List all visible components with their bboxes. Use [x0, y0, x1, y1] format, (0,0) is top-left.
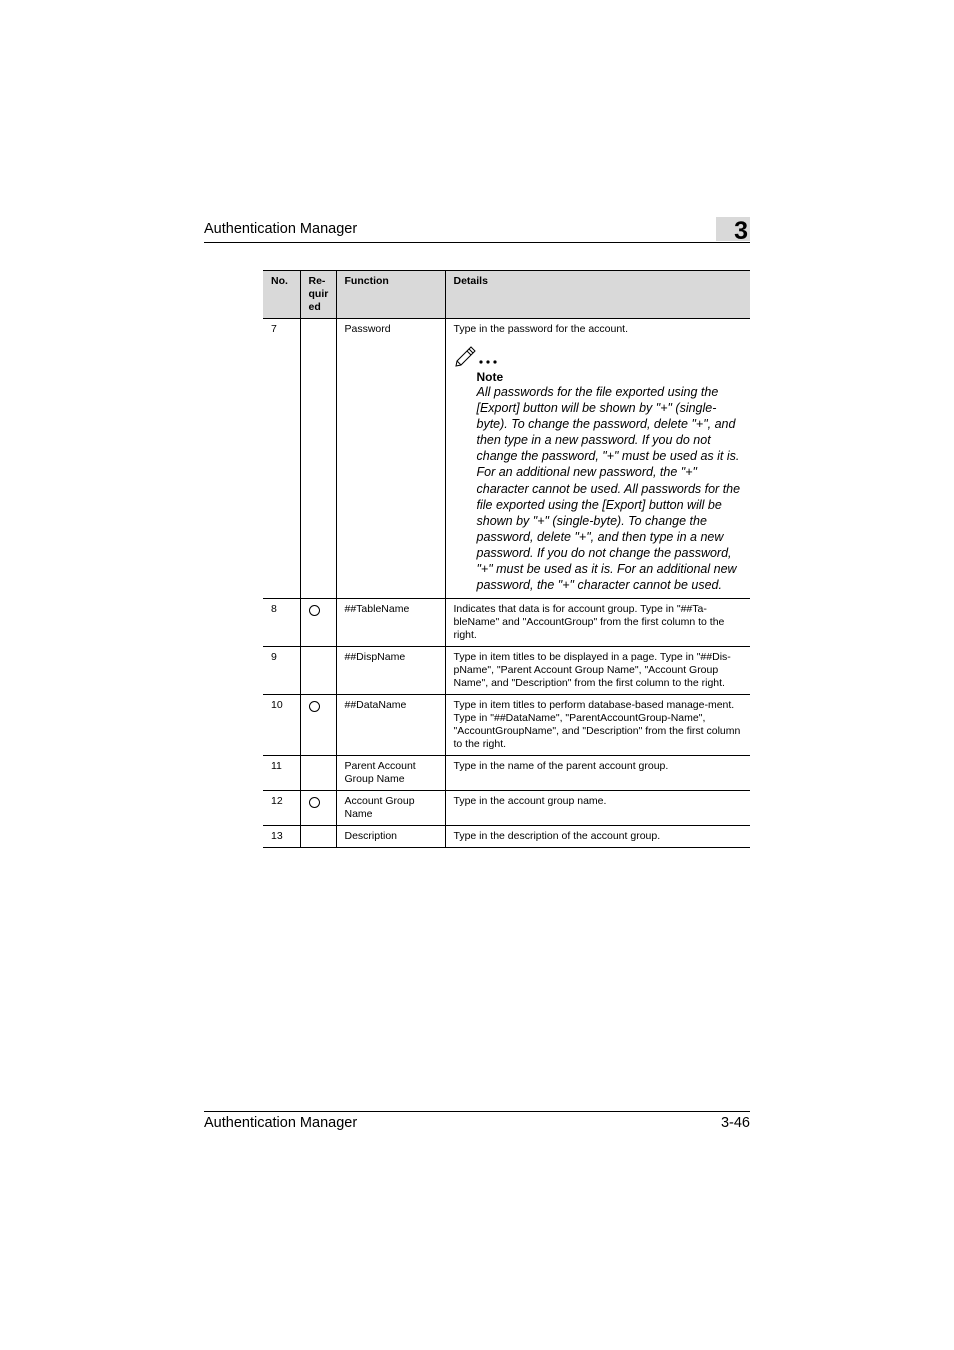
header-title: Authentication Manager [204, 221, 358, 237]
cell-required [300, 791, 336, 826]
column-header-required: Re- quir ed [300, 271, 336, 319]
page-number: 3-46 [720, 1115, 750, 1131]
cell-no: 10 [263, 695, 300, 756]
cell-required [300, 319, 336, 599]
column-header-no: No. [263, 271, 300, 319]
cell-details: Type in the description of the account group. [445, 826, 750, 848]
cell-no: 12 [263, 791, 300, 826]
cell-function: Parent Account Group Name [336, 756, 445, 791]
cell-function: ##DataName [336, 695, 445, 756]
cell-no: 11 [263, 756, 300, 791]
cell-details: Type in the name of the parent account group. [445, 756, 750, 791]
cell-function: Account Group Name [336, 791, 445, 826]
header-divider [204, 242, 750, 243]
spec-table [263, 270, 750, 848]
note-text: All passwords for the file exported using the [Export] button will be shown by "+" (single-byte). To change the password, delete "+", and then type in a new password. If you do not change the password, "+" must be used as it is. For an additional new password, the "+" character cannot be used. All passwords for the file exported using the [Export] button will be shown by "+" (single-byte). To change the password, delete "+", and then type in a new password. If you do not change the password, "+" must be used as it is. For an additional new password, the "+" character cannot be used. [476, 385, 741, 593]
pencil-note-icon [454, 342, 504, 368]
cell-required [300, 756, 336, 791]
table-header-row [263, 271, 750, 319]
cell-required [300, 695, 336, 756]
cell-function: Description [336, 826, 445, 848]
table-row [263, 319, 750, 599]
cell-required [300, 826, 336, 848]
footer-divider [204, 1111, 750, 1112]
note-block [477, 342, 743, 595]
cell-no: 13 [263, 826, 300, 848]
cell-details: Indicates that data is for account group. Type in "##Ta-bleName" and "AccountGroup" from the first column to the right. [445, 599, 750, 647]
cell-no: 8 [263, 599, 300, 647]
footer-title: Authentication Manager [204, 1115, 358, 1131]
required-circle-icon [309, 701, 320, 712]
chapter-number: 3 [734, 217, 748, 245]
required-circle-icon [309, 605, 320, 616]
details-text: Type in the password for the account. [453, 323, 629, 335]
chapter-tab [716, 217, 750, 245]
table-row [263, 826, 750, 848]
note-icon-row [454, 342, 743, 370]
table-row [263, 791, 750, 826]
column-header-function: Function [336, 271, 445, 319]
cell-required [300, 599, 336, 647]
table-row [263, 647, 750, 695]
column-header-details: Details [445, 271, 750, 319]
note-title: Note [476, 370, 504, 384]
cell-required [300, 647, 336, 695]
table-row [263, 756, 750, 791]
cell-function: ##TableName [336, 599, 445, 647]
cell-details: Type in item titles to perform database-based manage-ment. Type in "##DataName", "ParentAccountGroup-Name", "AccountGroupName", and "Description" from the first column to the right. [445, 695, 750, 756]
table-row [263, 599, 750, 647]
required-circle-icon [309, 797, 320, 808]
cell-function: Password [336, 319, 445, 599]
cell-details: Type in item titles to be displayed in a page. Type in "##Dis-pName", "Parent Account Group Name", "Account Group Name", and "Description" from the first column to the right. [445, 647, 750, 695]
cell-details [445, 319, 750, 599]
cell-no: 7 [263, 319, 300, 599]
cell-function: ##DispName [336, 647, 445, 695]
table-row [263, 695, 750, 756]
cell-no: 9 [263, 647, 300, 695]
cell-details: Type in the account group name. [445, 791, 750, 826]
